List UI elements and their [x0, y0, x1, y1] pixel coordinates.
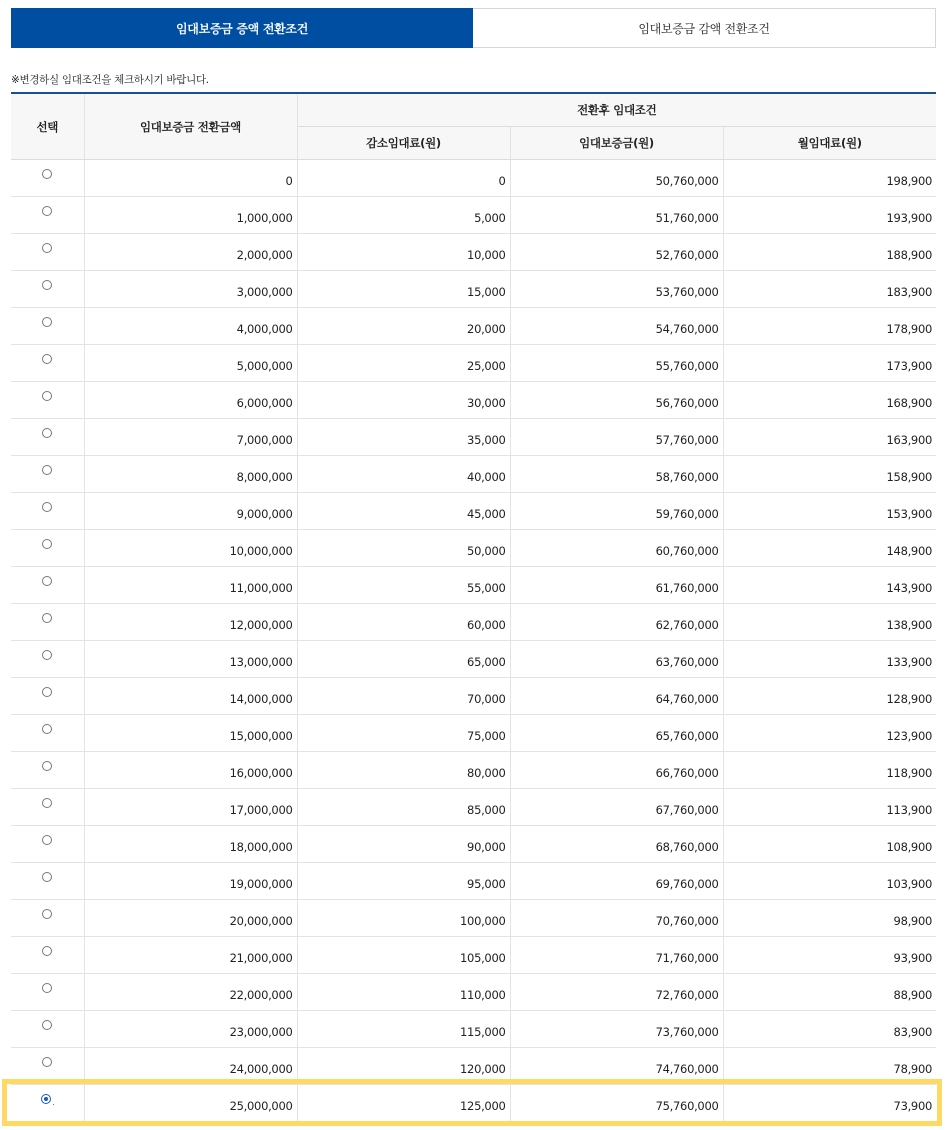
conversion-amount-cell-value: 11,000,000	[229, 581, 293, 595]
header-monthly-rent: 월임대료(원)	[723, 127, 936, 160]
deposit-cell	[510, 863, 723, 900]
row-radio[interactable]	[42, 465, 52, 475]
select-cell	[11, 160, 84, 197]
deposit-cell	[510, 382, 723, 419]
row-radio[interactable]	[42, 243, 52, 253]
reduced-rent-cell	[297, 419, 510, 456]
deposit-cell	[510, 308, 723, 345]
deposit-cell	[510, 1085, 723, 1122]
monthly-rent-cell	[723, 715, 936, 752]
table-row[interactable]	[11, 382, 936, 419]
monthly-rent-cell-value: 98,900	[893, 914, 932, 928]
table-row[interactable]	[11, 345, 936, 382]
reduced-rent-cell	[297, 493, 510, 530]
deposit-cell-value: 59,760,000	[655, 507, 719, 521]
row-radio[interactable]	[42, 539, 52, 549]
reduced-rent-cell-value: 90,000	[467, 840, 506, 854]
deposit-cell	[510, 567, 723, 604]
monthly-rent-cell-value: 153,900	[886, 507, 932, 521]
deposit-cell	[510, 1011, 723, 1048]
conversion-amount-cell-value: 0	[285, 174, 293, 188]
table-row[interactable]	[11, 752, 936, 789]
deposit-cell-value: 55,760,000	[655, 359, 719, 373]
reduced-rent-cell-value: 40,000	[467, 470, 506, 484]
deposit-cell	[510, 900, 723, 937]
select-cell	[11, 1048, 84, 1085]
deposit-cell-value: 63,760,000	[655, 655, 719, 669]
conversion-amount-cell	[84, 345, 297, 382]
conversion-amount-cell	[84, 863, 297, 900]
select-cell	[11, 456, 84, 493]
select-cell	[11, 604, 84, 641]
row-radio[interactable]	[42, 909, 52, 919]
conversion-amount-cell	[84, 530, 297, 567]
select-cell	[11, 419, 84, 456]
reduced-rent-cell-value: 35,000	[467, 433, 506, 447]
monthly-rent-cell	[723, 641, 936, 678]
deposit-cell-value: 51,760,000	[655, 211, 719, 225]
row-radio[interactable]	[42, 687, 52, 697]
conversion-amount-cell-value: 13,000,000	[229, 655, 293, 669]
table-row[interactable]	[11, 604, 936, 641]
row-radio[interactable]	[42, 872, 52, 882]
reduced-rent-cell-value: 10,000	[467, 248, 506, 262]
monthly-rent-cell-value: 133,900	[886, 655, 932, 669]
monthly-rent-cell-value: 178,900	[886, 322, 932, 336]
deposit-cell	[510, 345, 723, 382]
monthly-rent-cell-value: 113,900	[886, 803, 932, 817]
row-radio[interactable]	[42, 613, 52, 623]
conversion-amount-cell-value: 9,000,000	[236, 507, 293, 521]
reduced-rent-cell	[297, 752, 510, 789]
reduced-rent-cell-value: 45,000	[467, 507, 506, 521]
conversion-amount-cell	[84, 197, 297, 234]
conversion-amount-cell	[84, 641, 297, 678]
monthly-rent-cell-value: 108,900	[886, 840, 932, 854]
reduced-rent-cell-value: 85,000	[467, 803, 506, 817]
deposit-cell	[510, 752, 723, 789]
conversion-amount-cell-value: 21,000,000	[229, 951, 293, 965]
row-radio[interactable]	[42, 428, 52, 438]
conversion-amount-cell	[84, 160, 297, 197]
row-radio[interactable]	[42, 576, 52, 586]
header-select: 선택	[11, 93, 84, 160]
conversion-amount-cell-value: 10,000,000	[229, 544, 293, 558]
conversion-amount-cell	[84, 752, 297, 789]
monthly-rent-cell-value: 88,900	[893, 988, 932, 1002]
monthly-rent-cell	[723, 160, 936, 197]
reduced-rent-cell-value: 105,000	[460, 951, 506, 965]
conversion-amount-cell	[84, 678, 297, 715]
conversion-amount-cell-value: 25,000,000	[229, 1099, 293, 1113]
header-conversion-amount: 임대보증금 전환금액	[84, 93, 297, 160]
conversion-amount-cell	[84, 308, 297, 345]
row-radio[interactable]	[42, 354, 52, 364]
reduced-rent-cell	[297, 530, 510, 567]
table-row[interactable]	[11, 271, 936, 308]
deposit-cell-value: 53,760,000	[655, 285, 719, 299]
select-cell	[11, 863, 84, 900]
select-cell	[11, 345, 84, 382]
select-cell	[11, 308, 84, 345]
select-cell	[11, 678, 84, 715]
row-radio[interactable]	[42, 761, 52, 771]
reduced-rent-cell	[297, 308, 510, 345]
reduced-rent-cell	[297, 456, 510, 493]
conversion-amount-cell-value: 12,000,000	[229, 618, 293, 632]
deposit-cell-value: 72,760,000	[655, 988, 719, 1002]
reduced-rent-cell	[297, 382, 510, 419]
reduced-rent-cell	[297, 197, 510, 234]
row-radio[interactable]	[42, 798, 52, 808]
reduced-rent-cell	[297, 345, 510, 382]
conversion-amount-cell-value: 23,000,000	[229, 1025, 293, 1039]
conversion-amount-cell	[84, 1085, 297, 1122]
monthly-rent-cell-value: 93,900	[893, 951, 932, 965]
monthly-rent-cell-value: 128,900	[886, 692, 932, 706]
reduced-rent-cell	[297, 567, 510, 604]
select-cell	[11, 493, 84, 530]
conversion-amount-cell	[84, 604, 297, 641]
select-cell	[11, 382, 84, 419]
conversion-amount-cell	[84, 715, 297, 752]
monthly-rent-cell	[723, 752, 936, 789]
monthly-rent-cell	[723, 1048, 936, 1085]
deposit-cell-value: 74,760,000	[655, 1062, 719, 1076]
reduced-rent-cell-value: 30,000	[467, 396, 506, 410]
select-cell	[11, 197, 84, 234]
reduced-rent-cell-value: 100,000	[460, 914, 506, 928]
table-row[interactable]	[11, 234, 936, 271]
reduced-rent-cell-value: 5,000	[474, 211, 506, 225]
reduced-rent-cell-value: 0	[498, 174, 506, 188]
monthly-rent-cell	[723, 271, 936, 308]
table-row[interactable]	[11, 715, 936, 752]
conversion-amount-cell-value: 2,000,000	[236, 248, 293, 262]
conversion-amount-cell-value: 17,000,000	[229, 803, 293, 817]
deposit-cell	[510, 937, 723, 974]
reduced-rent-cell-value: 60,000	[467, 618, 506, 632]
reduced-rent-cell	[297, 678, 510, 715]
deposit-cell	[510, 234, 723, 271]
reduced-rent-cell-value: 115,000	[460, 1025, 506, 1039]
monthly-rent-cell-value: 198,900	[886, 174, 932, 188]
monthly-rent-cell-value: 163,900	[886, 433, 932, 447]
deposit-cell	[510, 974, 723, 1011]
select-cell	[11, 1085, 84, 1122]
conversion-amount-cell	[84, 1048, 297, 1085]
table-row[interactable]	[11, 419, 936, 456]
deposit-cell-value: 57,760,000	[655, 433, 719, 447]
row-radio[interactable]	[42, 317, 52, 327]
reduced-rent-cell	[297, 937, 510, 974]
conversion-amount-cell-value: 22,000,000	[229, 988, 293, 1002]
row-radio[interactable]	[42, 1020, 52, 1030]
monthly-rent-cell-value: 73,900	[893, 1099, 932, 1113]
conversion-amount-cell	[84, 493, 297, 530]
monthly-rent-cell	[723, 1085, 936, 1122]
conversion-amount-cell	[84, 567, 297, 604]
select-cell	[11, 974, 84, 1011]
row-radio[interactable]	[42, 502, 52, 512]
deposit-cell-value: 73,760,000	[655, 1025, 719, 1039]
monthly-rent-cell	[723, 678, 936, 715]
reduced-rent-cell	[297, 863, 510, 900]
monthly-rent-cell-value: 138,900	[886, 618, 932, 632]
deposit-cell-value: 50,760,000	[655, 174, 719, 188]
reduced-rent-cell-value: 110,000	[460, 988, 506, 1002]
row-radio[interactable]	[42, 946, 52, 956]
monthly-rent-cell-value: 118,900	[886, 766, 932, 780]
monthly-rent-cell	[723, 567, 936, 604]
select-cell	[11, 900, 84, 937]
deposit-cell-value: 65,760,000	[655, 729, 719, 743]
select-cell	[11, 567, 84, 604]
tab-deposit-decrease[interactable]: 임대보증금 감액 전환조건	[473, 8, 936, 48]
reduced-rent-cell	[297, 604, 510, 641]
select-cell	[11, 752, 84, 789]
select-cell	[11, 937, 84, 974]
conversion-amount-cell	[84, 826, 297, 863]
monthly-rent-cell	[723, 308, 936, 345]
row-radio[interactable]	[42, 206, 52, 216]
reduced-rent-cell	[297, 789, 510, 826]
deposit-cell	[510, 271, 723, 308]
conversion-amount-cell-value: 4,000,000	[236, 322, 293, 336]
deposit-cell-value: 54,760,000	[655, 322, 719, 336]
deposit-cell-value: 69,760,000	[655, 877, 719, 891]
monthly-rent-cell	[723, 1011, 936, 1048]
table-row[interactable]	[11, 493, 936, 530]
select-cell	[11, 826, 84, 863]
select-cell	[11, 789, 84, 826]
conversion-amount-cell	[84, 419, 297, 456]
conversion-amount-cell-value: 6,000,000	[236, 396, 293, 410]
conversion-amount-cell	[84, 789, 297, 826]
reduced-rent-cell-value: 25,000	[467, 359, 506, 373]
monthly-rent-cell-value: 158,900	[886, 470, 932, 484]
conversion-amount-cell	[84, 271, 297, 308]
table-row[interactable]	[11, 678, 936, 715]
row-radio[interactable]	[42, 983, 52, 993]
table-row[interactable]	[11, 826, 936, 863]
select-cell	[11, 715, 84, 752]
deposit-cell	[510, 826, 723, 863]
monthly-rent-cell	[723, 900, 936, 937]
monthly-rent-cell-value: 83,900	[893, 1025, 932, 1039]
monthly-rent-cell-value: 143,900	[886, 581, 932, 595]
row-radio[interactable]	[42, 391, 52, 401]
monthly-rent-cell	[723, 826, 936, 863]
deposit-cell-value: 66,760,000	[655, 766, 719, 780]
table-row[interactable]	[11, 1048, 936, 1085]
monthly-rent-cell	[723, 530, 936, 567]
conversion-amount-cell-value: 14,000,000	[229, 692, 293, 706]
deposit-cell-value: 56,760,000	[655, 396, 719, 410]
deposit-cell-value: 64,760,000	[655, 692, 719, 706]
reduced-rent-cell-value: 70,000	[467, 692, 506, 706]
table-row[interactable]	[11, 530, 936, 567]
deposit-cell	[510, 197, 723, 234]
deposit-cell-value: 61,760,000	[655, 581, 719, 595]
row-radio[interactable]	[42, 650, 52, 660]
reduced-rent-cell-value: 50,000	[467, 544, 506, 558]
row-radio[interactable]	[42, 835, 52, 845]
reduced-rent-cell	[297, 1048, 510, 1085]
reduced-rent-cell-value: 125,000	[460, 1099, 506, 1113]
reduced-rent-cell	[297, 160, 510, 197]
table-row[interactable]	[11, 789, 936, 826]
deposit-cell-value: 71,760,000	[655, 951, 719, 965]
monthly-rent-cell	[723, 234, 936, 271]
row-radio[interactable]	[42, 280, 52, 290]
monthly-rent-cell	[723, 937, 936, 974]
deposit-cell	[510, 1048, 723, 1085]
conversion-amount-cell	[84, 1011, 297, 1048]
conversion-amount-cell	[84, 937, 297, 974]
monthly-rent-cell-value: 183,900	[886, 285, 932, 299]
conversion-amount-cell-value: 7,000,000	[236, 433, 293, 447]
conversion-amount-cell-value: 19,000,000	[229, 877, 293, 891]
monthly-rent-cell	[723, 863, 936, 900]
instruction-text: ※변경하실 임대조건을 체크하시기 바랍니다.	[11, 74, 209, 86]
reduced-rent-cell	[297, 641, 510, 678]
deposit-cell	[510, 456, 723, 493]
reduced-rent-cell	[297, 271, 510, 308]
table-row[interactable]	[11, 937, 936, 974]
monthly-rent-cell-value: 168,900	[886, 396, 932, 410]
conversion-amount-cell	[84, 900, 297, 937]
radio-dot-mark: .	[52, 1098, 55, 1107]
table-row[interactable]	[11, 567, 936, 604]
conversion-amount-cell	[84, 382, 297, 419]
reduced-rent-cell	[297, 1011, 510, 1048]
monthly-rent-cell	[723, 419, 936, 456]
reduced-rent-cell-value: 15,000	[467, 285, 506, 299]
reduced-rent-cell-value: 65,000	[467, 655, 506, 669]
table-row[interactable]	[11, 160, 936, 197]
table-row[interactable]	[11, 456, 936, 493]
select-cell	[11, 1011, 84, 1048]
monthly-rent-cell-value: 173,900	[886, 359, 932, 373]
monthly-rent-cell	[723, 197, 936, 234]
deposit-cell-value: 70,760,000	[655, 914, 719, 928]
table-row[interactable]	[11, 974, 936, 1011]
deposit-cell	[510, 789, 723, 826]
conversion-amount-cell	[84, 974, 297, 1011]
deposit-cell-value: 68,760,000	[655, 840, 719, 854]
monthly-rent-cell-value: 123,900	[886, 729, 932, 743]
table-row[interactable]	[11, 1011, 936, 1048]
conversion-amount-cell	[84, 234, 297, 271]
reduced-rent-cell	[297, 900, 510, 937]
reduced-rent-cell-value: 55,000	[467, 581, 506, 595]
monthly-rent-cell	[723, 382, 936, 419]
conversion-amount-cell-value: 8,000,000	[236, 470, 293, 484]
deposit-cell-value: 67,760,000	[655, 803, 719, 817]
deposit-cell	[510, 160, 723, 197]
deposit-cell-value: 75,760,000	[655, 1099, 719, 1113]
conversion-amount-cell-value: 1,000,000	[236, 211, 293, 225]
tab-bar	[11, 8, 936, 48]
conversion-amount-cell-value: 5,000,000	[236, 359, 293, 373]
reduced-rent-cell-value: 120,000	[460, 1062, 506, 1076]
monthly-rent-cell	[723, 345, 936, 382]
deposit-cell	[510, 678, 723, 715]
deposit-cell	[510, 530, 723, 567]
deposit-cell-value: 52,760,000	[655, 248, 719, 262]
reduced-rent-cell-value: 95,000	[467, 877, 506, 891]
monthly-rent-cell-value: 148,900	[886, 544, 932, 558]
row-radio[interactable]	[42, 724, 52, 734]
header-deposit: 임대보증금(원)	[510, 127, 723, 160]
row-radio[interactable]	[42, 169, 52, 179]
deposit-cell	[510, 419, 723, 456]
reduced-rent-cell-value: 20,000	[467, 322, 506, 336]
monthly-rent-cell	[723, 493, 936, 530]
deposit-cell-value: 62,760,000	[655, 618, 719, 632]
reduced-rent-cell	[297, 715, 510, 752]
monthly-rent-cell	[723, 456, 936, 493]
deposit-cell-value: 58,760,000	[655, 470, 719, 484]
select-cell	[11, 234, 84, 271]
reduced-rent-cell	[297, 234, 510, 271]
monthly-rent-cell-value: 78,900	[893, 1062, 932, 1076]
reduced-rent-cell	[297, 974, 510, 1011]
select-cell	[11, 530, 84, 567]
deposit-cell-value: 60,760,000	[655, 544, 719, 558]
monthly-rent-cell	[723, 789, 936, 826]
monthly-rent-cell	[723, 974, 936, 1011]
deposit-cell	[510, 604, 723, 641]
conversion-amount-cell	[84, 456, 297, 493]
reduced-rent-cell	[297, 826, 510, 863]
table-row[interactable]	[11, 863, 936, 900]
conversion-amount-cell-value: 16,000,000	[229, 766, 293, 780]
conversion-amount-cell-value: 15,000,000	[229, 729, 293, 743]
deposit-cell	[510, 641, 723, 678]
row-radio[interactable]	[41, 1094, 51, 1104]
header-reduced-rent: 감소임대료(원)	[297, 127, 510, 160]
conversion-amount-cell-value: 18,000,000	[229, 840, 293, 854]
conversion-table	[11, 92, 936, 1122]
table-row[interactable]	[11, 197, 936, 234]
monthly-rent-cell-value: 103,900	[886, 877, 932, 891]
tab-deposit-increase[interactable]: 임대보증금 증액 전환조건	[11, 8, 473, 48]
header-after-conversion: 전환후 임대조건	[297, 93, 936, 127]
table-row[interactable]	[11, 1085, 936, 1122]
deposit-cell	[510, 715, 723, 752]
conversion-amount-cell-value: 20,000,000	[229, 914, 293, 928]
select-cell	[11, 271, 84, 308]
reduced-rent-cell	[297, 1085, 510, 1122]
table-row[interactable]	[11, 900, 936, 937]
table-row[interactable]	[11, 641, 936, 678]
conversion-amount-cell-value: 24,000,000	[229, 1062, 293, 1076]
table-row[interactable]	[11, 308, 936, 345]
monthly-rent-cell-value: 188,900	[886, 248, 932, 262]
row-radio[interactable]	[42, 1057, 52, 1067]
deposit-cell	[510, 493, 723, 530]
reduced-rent-cell-value: 80,000	[467, 766, 506, 780]
monthly-rent-cell-value: 193,900	[886, 211, 932, 225]
conversion-amount-cell-value: 3,000,000	[236, 285, 293, 299]
reduced-rent-cell-value: 75,000	[467, 729, 506, 743]
monthly-rent-cell	[723, 604, 936, 641]
select-cell	[11, 641, 84, 678]
